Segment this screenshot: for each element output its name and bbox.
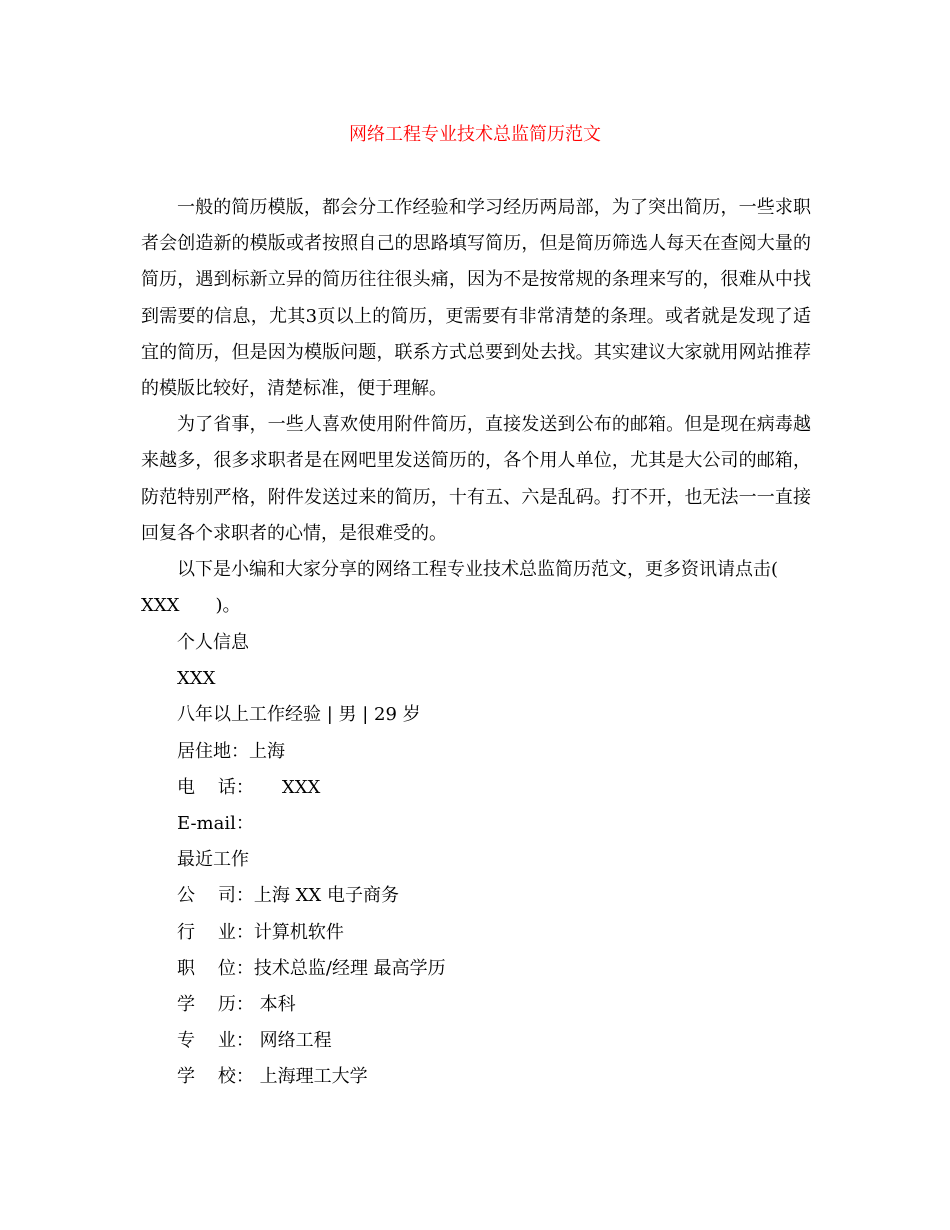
resume-industry: 行 业：计算机软件 [177,921,344,943]
resume-name: XXX [177,668,216,690]
resume-phone [177,770,777,806]
phone-value: XXX [281,776,321,798]
resume-summary: 八年以上工作经验 | 男 | 29 岁 [177,704,421,726]
resume-residence: 居住地：上海 [177,740,285,762]
section-personal-heading: 个人信息 [177,632,249,653]
paragraph-2: 为了省事，一些人喜欢使用附件简历，直接发送到公布的邮箱。但是现在病毒越来越多，很多求职者是在网吧里发送简历的，各个用人单位，尤其是大公司的邮箱，防范特别严格，附件发送过来的简历，十有五、六是乱码。打不开，也无法一一直接回复各个求职者的心情，是很难受的。 [141,414,811,544]
paragraph-1: 一般的简历模版，都会分工作经验和学习经历两局部，为了突出简历，一些求职者会创造新的模版或者按照自己的思路填写简历，但是简历筛选人每天在查阅大量的简历，遇到标新立异的简历往往很头痛，因为不是按常规的条理来写的，很难从中找到需要的信息，尤其3页以上的简历，更需要有非常清楚的条理。或者就是发现了适宜的简历，但是因为模版问题，联系方式总要到处去找。其实建议大家就用网站推荐的模版比较好，清楚标准，便于理解。 [141,197,811,400]
resume-email: E-mail： [177,813,254,835]
section-recent-heading: 最近工作 [177,849,249,871]
link-line [141,588,811,624]
link-close: )。 [215,595,241,617]
paragraph-3: 以下是小编和大家分享的网络工程专业技术总监简历范文，更多资讯请点击( [177,559,779,581]
resume-school: 学 校： 上海理工大学 [177,1066,368,1088]
resume-degree: 学 历： 本科 [177,994,296,1016]
resume-info [177,625,777,1096]
resume-major: 专 业： 网络工程 [177,1030,332,1052]
page-title: 网络工程专业技术总监简历范文 [349,124,601,145]
resume-position: 职 位：技术总监/经理 最高学历 [177,957,446,979]
resume-company: 公 司：上海 XX 电子商务 [177,885,399,907]
phone-label: 电 话： [177,776,254,798]
resource-link[interactable]: XXX [141,595,180,617]
intro-text [141,190,811,624]
